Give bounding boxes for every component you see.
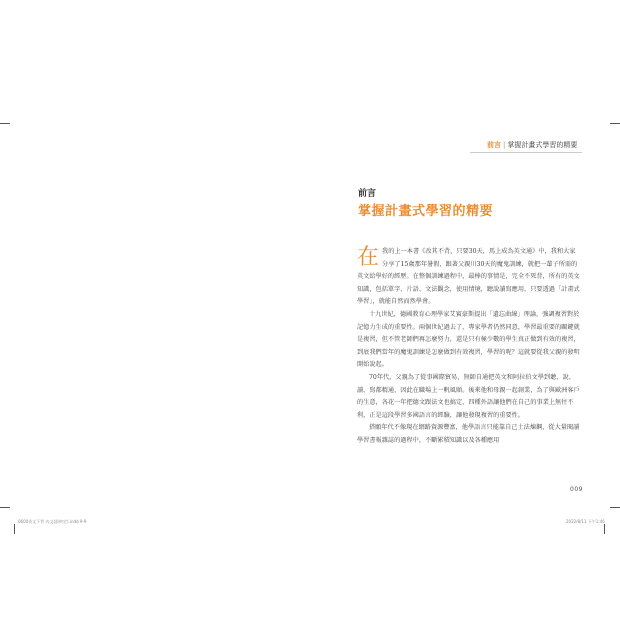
header-rule <box>470 152 582 153</box>
page-number: 009 <box>570 486 583 493</box>
slug-left: 0600英文不背 內文(最終定).indd 9-9 <box>18 519 87 524</box>
paragraph: 70年代，父親為了從事國際貿易，無師自通把英文和阿拉伯文學到聽、說、讀、寫都精通，因此在職場上一帆風順。後來他和母親一起創業，為了與歐洲客戶的生意，各花一年把德文跟法文也搞定，四種外語讓他們在自己的事業上無往不利，正是這段學習多國語言的經驗，讓他發現複習的重要性。 <box>357 373 580 419</box>
paragraph-text: 我的上一本書《改其不背，只要30天，馬上成為英文通》中，我和大家分享了15歲那年暑假，跟著父親川30天的魔鬼訓練，就把一輩子所需的英文給學好的經歷。在整個訓練過程中，最棒的事情是，完全不死背，所有的英文知識，包括單字、片語、文法觀念，使用情境，聽說讀寫應用，只要透過「計畫式學習」，就能自然而然學會。 <box>357 248 580 306</box>
crop-mark <box>0 123 10 124</box>
running-header <box>487 140 577 150</box>
crop-mark <box>610 507 620 508</box>
crop-mark <box>604 524 605 534</box>
paragraph: 十九世紀，德國教育心理學家艾賓豪斯提出「遺忘曲線」理論，強調複習對於記憶力生成的重要性。兩個世紀過去了，專家學者仍然同意，學習最重要的關鍵就是複習，但不管老師們再怎麼努力，還是只有極少數的學生真正做到有效的複習，到底我們當年的魔鬼訓練是怎麼做到有效複習，學習的呢？這就要從我父親的發明開始說起。 <box>357 310 580 369</box>
running-header-separator: | <box>503 141 506 149</box>
crop-mark <box>610 123 620 124</box>
crop-mark <box>0 507 10 508</box>
chapter-title: 掌握計畫式學習的精要 <box>358 204 494 219</box>
slug-right: 2022/8/11 下午1:46 <box>566 519 605 524</box>
running-header-section: 前言 <box>487 141 501 149</box>
drop-cap: 在 <box>357 245 380 270</box>
crop-mark <box>14 524 15 534</box>
body-text <box>357 246 580 448</box>
preface-label: 前言 <box>358 189 377 199</box>
running-header-title: 掌握計畫式學習的精要 <box>507 141 578 149</box>
paragraph <box>357 246 580 309</box>
paragraph: 搭願年代不像現在網路資源豐富，他學語言只能靠自己土法煉鋼，從大量閱讀學習書報雜誌的過程中，不斷累積知識以及各種應用 <box>357 424 580 444</box>
